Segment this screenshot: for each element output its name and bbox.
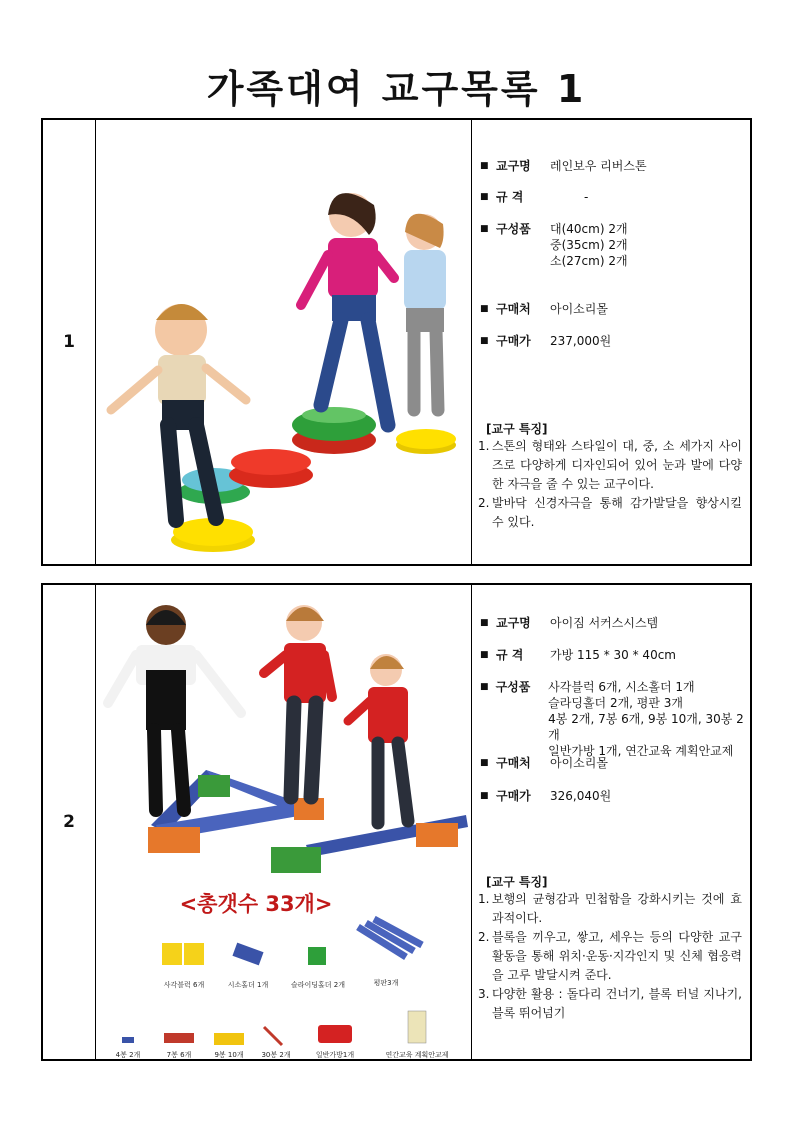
field-name: ■ 교구명 레인보우 리버스톤 bbox=[480, 159, 647, 173]
svg-text:7봉 6개: 7봉 6개 bbox=[166, 1051, 192, 1059]
bullet-icon: ■ bbox=[480, 161, 489, 171]
field-spec: ■ 규 격 - bbox=[480, 190, 589, 204]
item-spec: 가방 115 * 30 * 40cm bbox=[550, 648, 676, 662]
bullet-icon: ■ bbox=[480, 304, 489, 314]
item-price: 326,040원 bbox=[550, 789, 612, 803]
page-title: 가족대여 교구목록 1 bbox=[206, 67, 587, 111]
list-item: 2. 발바닥 신경자극을 통해 감가발달을 향상시킬 수 있다. bbox=[478, 496, 742, 529]
item-photo bbox=[96, 120, 472, 564]
field-vendor: ■ 구매처 아이소리몰 bbox=[480, 302, 608, 316]
bullet-icon: ■ bbox=[480, 192, 489, 202]
rainbow-stones-photo bbox=[96, 120, 471, 564]
item-number: 2 bbox=[43, 585, 96, 1059]
features-heading: [교구 특징] bbox=[486, 422, 548, 436]
list-item: 1. 스톤의 형태와 스타일이 대, 중, 소 세가지 사이즈로 다양하게 디자인되어 있어 눈과 발에 다양한 자극을 줄 수 있는 교구이다. bbox=[478, 439, 742, 491]
bullet-icon: ■ bbox=[480, 758, 489, 768]
field-vendor: ■ 구매처 아이소리몰 bbox=[480, 756, 608, 770]
item-name: 아이짐 서커스시스템 bbox=[550, 616, 659, 630]
item-info bbox=[472, 585, 750, 1059]
item-parts: 사각블럭 6개, 시소홀더 1개 슬라딩홀더 2개, 평판 3개 4봉 2개, 7봉 6개, 9봉 10개, 30봉 2개 일반가방 1개, 연간교육 계획안교제 bbox=[548, 680, 744, 758]
features-list bbox=[478, 890, 742, 1023]
list-item: 1. 보행의 균형감과 민첩함을 강화시키는 것에 효과적이다. bbox=[478, 892, 742, 925]
svg-text:4봉 2개: 4봉 2개 bbox=[115, 1051, 141, 1059]
bullet-icon: ■ bbox=[480, 224, 489, 234]
field-price: ■ 구매가 237,000원 bbox=[480, 334, 612, 348]
item-photo bbox=[96, 585, 472, 1059]
svg-text:일반가방1개: 일반가방1개 bbox=[315, 1051, 355, 1059]
bullet-icon: ■ bbox=[480, 336, 489, 346]
bullet-icon: ■ bbox=[480, 791, 489, 801]
svg-text:평판3개: 평판3개 bbox=[373, 979, 399, 987]
features-heading: [교구 특징] bbox=[486, 875, 548, 889]
bullet-icon: ■ bbox=[480, 650, 489, 660]
item-parts: 대(40cm) 2개 중(35cm) 2개 소(27cm) 2개 bbox=[550, 222, 628, 268]
circus-system-photo bbox=[96, 585, 471, 1059]
field-name: ■ 교구명 아이짐 서커스시스템 bbox=[480, 616, 659, 630]
item-name: 레인보우 리버스톤 bbox=[550, 159, 647, 173]
field-spec: ■ 규 격 가방 115 * 30 * 40cm bbox=[480, 648, 676, 662]
svg-text:시소홀더 1개: 시소홀더 1개 bbox=[227, 981, 269, 989]
item-info bbox=[472, 120, 750, 564]
list-item: 2. 블록을 끼우고, 쌓고, 세우는 등의 다양한 교구 활동을 통해 위치·운동·지각인지 및 신체 협응력을 고루 발달시켜 준다. bbox=[478, 930, 742, 982]
svg-text:사각블럭 6개: 사각블럭 6개 bbox=[163, 981, 205, 989]
field-price: ■ 구매가 326,040원 bbox=[480, 789, 612, 803]
svg-text:연간교육 계획안교제: 연간교육 계획안교제 bbox=[385, 1051, 449, 1059]
item-table-1 bbox=[41, 118, 752, 566]
item-spec: - bbox=[584, 190, 589, 204]
item-vendor: 아이소리몰 bbox=[550, 756, 608, 770]
svg-text:30봉 2개: 30봉 2개 bbox=[261, 1051, 291, 1059]
features-list bbox=[478, 437, 742, 532]
item-vendor: 아이소리몰 bbox=[550, 302, 608, 316]
list-item: 3. 다양한 활용 : 돌다리 건너기, 블록 터널 지나기, 블록 뛰어넘기 bbox=[478, 987, 742, 1020]
field-parts: ■ 구성품 사각블럭 6개, 시소홀더 1개 슬라딩홀더 2개, 평판 3개 4봉 2개, 7봉 6개, 9봉 10개, 30봉 2개 일반가방 1개, 연간교육 계획안교제 bbox=[480, 679, 750, 759]
bullet-icon: ■ bbox=[480, 618, 489, 628]
item-price: 237,000원 bbox=[550, 334, 612, 348]
bullet-icon: ■ bbox=[480, 682, 489, 692]
item-number: 1 bbox=[43, 120, 96, 564]
svg-text:슬라이딩홀더 2개: 슬라이딩홀더 2개 bbox=[290, 981, 346, 989]
field-parts: ■ 구성품 대(40cm) 2개 중(35cm) 2개 소(27cm) 2개 bbox=[480, 222, 628, 268]
item-table-2 bbox=[41, 583, 752, 1061]
total-count-label: <총갯수 33개> bbox=[179, 892, 333, 916]
svg-text:9봉 10개: 9봉 10개 bbox=[214, 1051, 244, 1059]
